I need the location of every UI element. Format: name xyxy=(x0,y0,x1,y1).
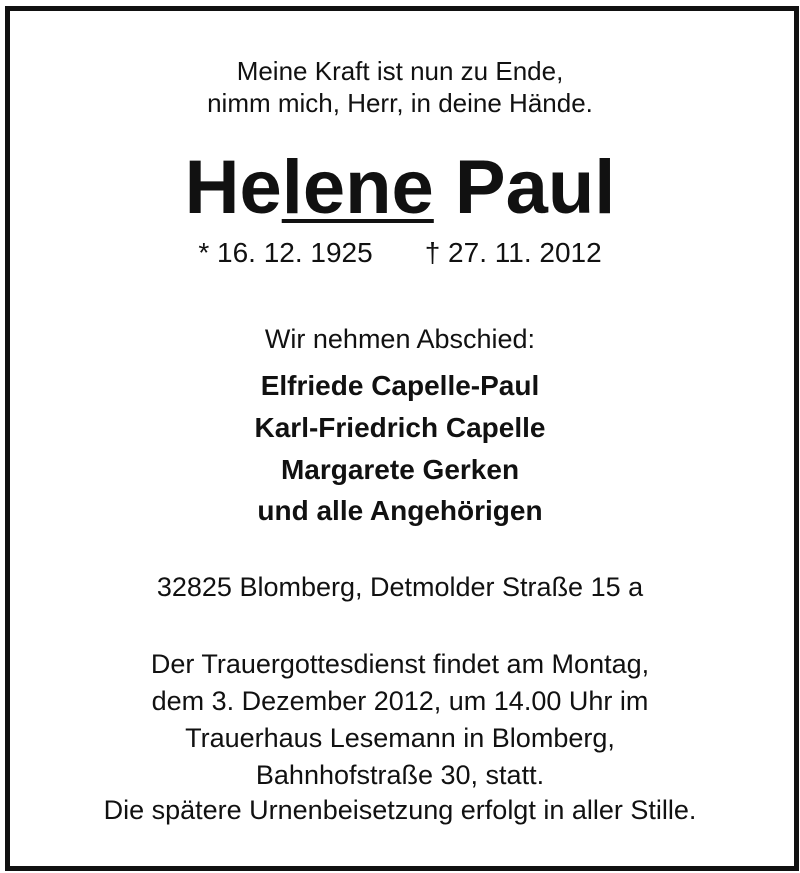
verse-line-2: nimm mich, Herr, in deine Hände. xyxy=(207,88,593,118)
birth-date: * 16. 12. 1925 xyxy=(198,237,373,268)
service-line-1: Der Trauergottesdienst findet am Montag, xyxy=(150,649,650,679)
mourner-2: Karl-Friedrich Capelle xyxy=(254,412,546,443)
service-line-2: dem 3. Dezember 2012, um 14.00 Uhr im xyxy=(151,686,649,716)
deceased-name xyxy=(0,145,800,230)
service-line-3: Trauerhaus Lesemann in Blomberg, xyxy=(185,723,615,753)
service-line-4: Bahnhofstraße 30, statt. xyxy=(255,760,545,790)
farewell-heading: Wir nehmen Abschied: xyxy=(264,324,536,354)
mourner-1: Elfriede Capelle-Paul xyxy=(260,370,540,401)
name-underlined: lene xyxy=(281,145,434,230)
death-date: † 27. 11. 2012 xyxy=(424,237,602,268)
verse-line-1: Meine Kraft ist nun zu Ende, xyxy=(236,56,564,86)
name-last: Paul xyxy=(454,145,616,230)
mourner-3: Margarete Gerken xyxy=(280,454,520,485)
life-dates xyxy=(0,236,800,270)
family-address: 32825 Blomberg, Detmolder Straße 15 a xyxy=(156,572,644,602)
name-prefix: He xyxy=(184,145,282,230)
service-line-5: Die spätere Urnenbeisetzung erfolgt in aller Stille. xyxy=(103,795,697,825)
mourner-4: und alle Angehörigen xyxy=(257,495,543,526)
